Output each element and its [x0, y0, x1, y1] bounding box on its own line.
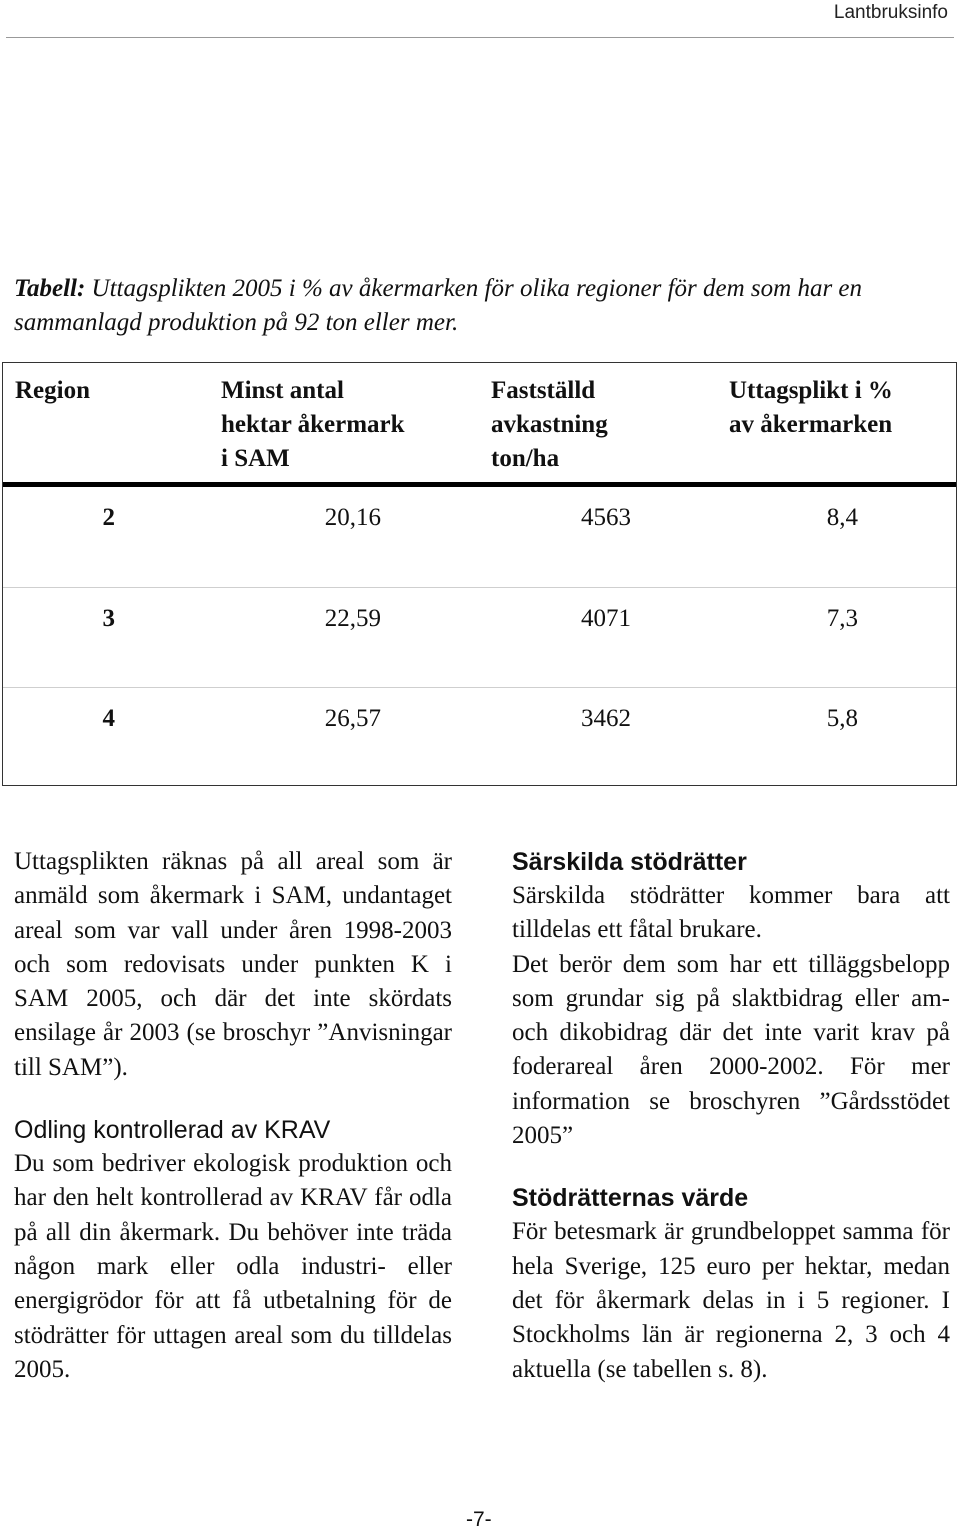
column-header-hektar	[221, 374, 405, 476]
header-label: Lantbruksinfo	[833, 2, 948, 23]
cell-hektar: 22,59	[324, 605, 381, 632]
krav-heading: Odling kontrollerad av KRAV	[14, 1116, 331, 1145]
page-number: -7-	[466, 1508, 492, 1531]
column-header-line: Region	[15, 377, 90, 404]
header-divider	[6, 37, 954, 38]
cell-uttagsplikt: 7,3	[826, 605, 858, 632]
right-column	[512, 845, 950, 1387]
column-header-line: avkastning	[491, 411, 608, 438]
column-header-line: av åkermarken	[729, 411, 893, 438]
cell-avkastning: 4071	[581, 605, 631, 632]
table-row	[3, 687, 956, 788]
sarskilda-paragraph-2: Det berör dem som har ett tilläggsbelopp som grundar sig på slaktbidrag eller am- och dikobidrag där det inte varit krav på foderareal åren 2000-2002. För mer information se broschyren ”Gårdsstödet 2005”	[512, 950, 950, 1150]
cell-avkastning: 4563	[581, 504, 631, 531]
column-header-uttag	[729, 374, 893, 442]
sarskilda-heading: Särskilda stödrätter	[512, 848, 747, 876]
left-column	[14, 845, 452, 1387]
table-row	[3, 587, 956, 688]
stodratternas-paragraph: För betesmark är grundbeloppet samma för hela Sverige, 125 euro per hektar, medan det för åkermark delas in i 5 regioner. I Stockholms län är regionerna 2, 3 och 4 aktuella (se tabellen s. 8).	[512, 1218, 950, 1383]
table-row	[3, 487, 956, 587]
column-header-line: Fastställd	[491, 377, 596, 404]
caption-text: Uttagsplikten 2005 i % av åkermarken för olika regioner för dem som har en sammanlagd produktion på 92 ton eller mer.	[14, 275, 863, 336]
column-header-line: i SAM	[221, 445, 290, 472]
sarskilda-paragraph-1: Särskilda stödrätter kommer bara att tilldelas ett fåtal brukare.	[512, 882, 950, 944]
cell-uttagsplikt: 8,4	[826, 504, 858, 531]
column-header-region	[15, 374, 90, 408]
quota-table	[2, 362, 957, 786]
column-header-avkastning	[491, 374, 608, 476]
cell-hektar: 26,57	[324, 705, 381, 732]
cell-region: 3	[102, 605, 115, 632]
uttagsplikt-paragraph: Uttagsplikten räknas på all areal som är anmäld som åkermark i SAM, undantaget areal som var vall under åren 1998-2003 och som redovisats under punkten K i SAM 2005, och där det inte skördats ensilage år 2003 (se broschyr ”Anvisningar till SAM”).	[14, 848, 452, 1081]
stodratternas-heading: Stödrätternas värde	[512, 1184, 749, 1213]
cell-hektar: 20,16	[324, 504, 381, 531]
table-caption	[14, 272, 949, 340]
cell-region: 4	[102, 705, 115, 732]
cell-region: 2	[102, 504, 115, 531]
table-header-row	[3, 363, 956, 487]
column-header-line: Minst antal	[221, 377, 344, 404]
column-header-line: hektar åkermark	[221, 411, 405, 438]
cell-uttagsplikt: 5,8	[826, 705, 858, 732]
column-header-line: ton/ha	[491, 445, 560, 472]
column-header-line: Uttagsplikt i %	[729, 377, 893, 404]
cell-avkastning: 3462	[581, 705, 631, 732]
caption-lead: Tabell:	[14, 275, 86, 302]
krav-paragraph: Du som bedriver ekologisk produktion och har den helt kontrollerad av KRAV får odla på all din åkermark. Du behöver inte träda någon mark eller odla industri- eller energigrödor för att få utbetalning för de stödrätter för uttagen areal som du tilldelas 2005.	[14, 1150, 452, 1383]
